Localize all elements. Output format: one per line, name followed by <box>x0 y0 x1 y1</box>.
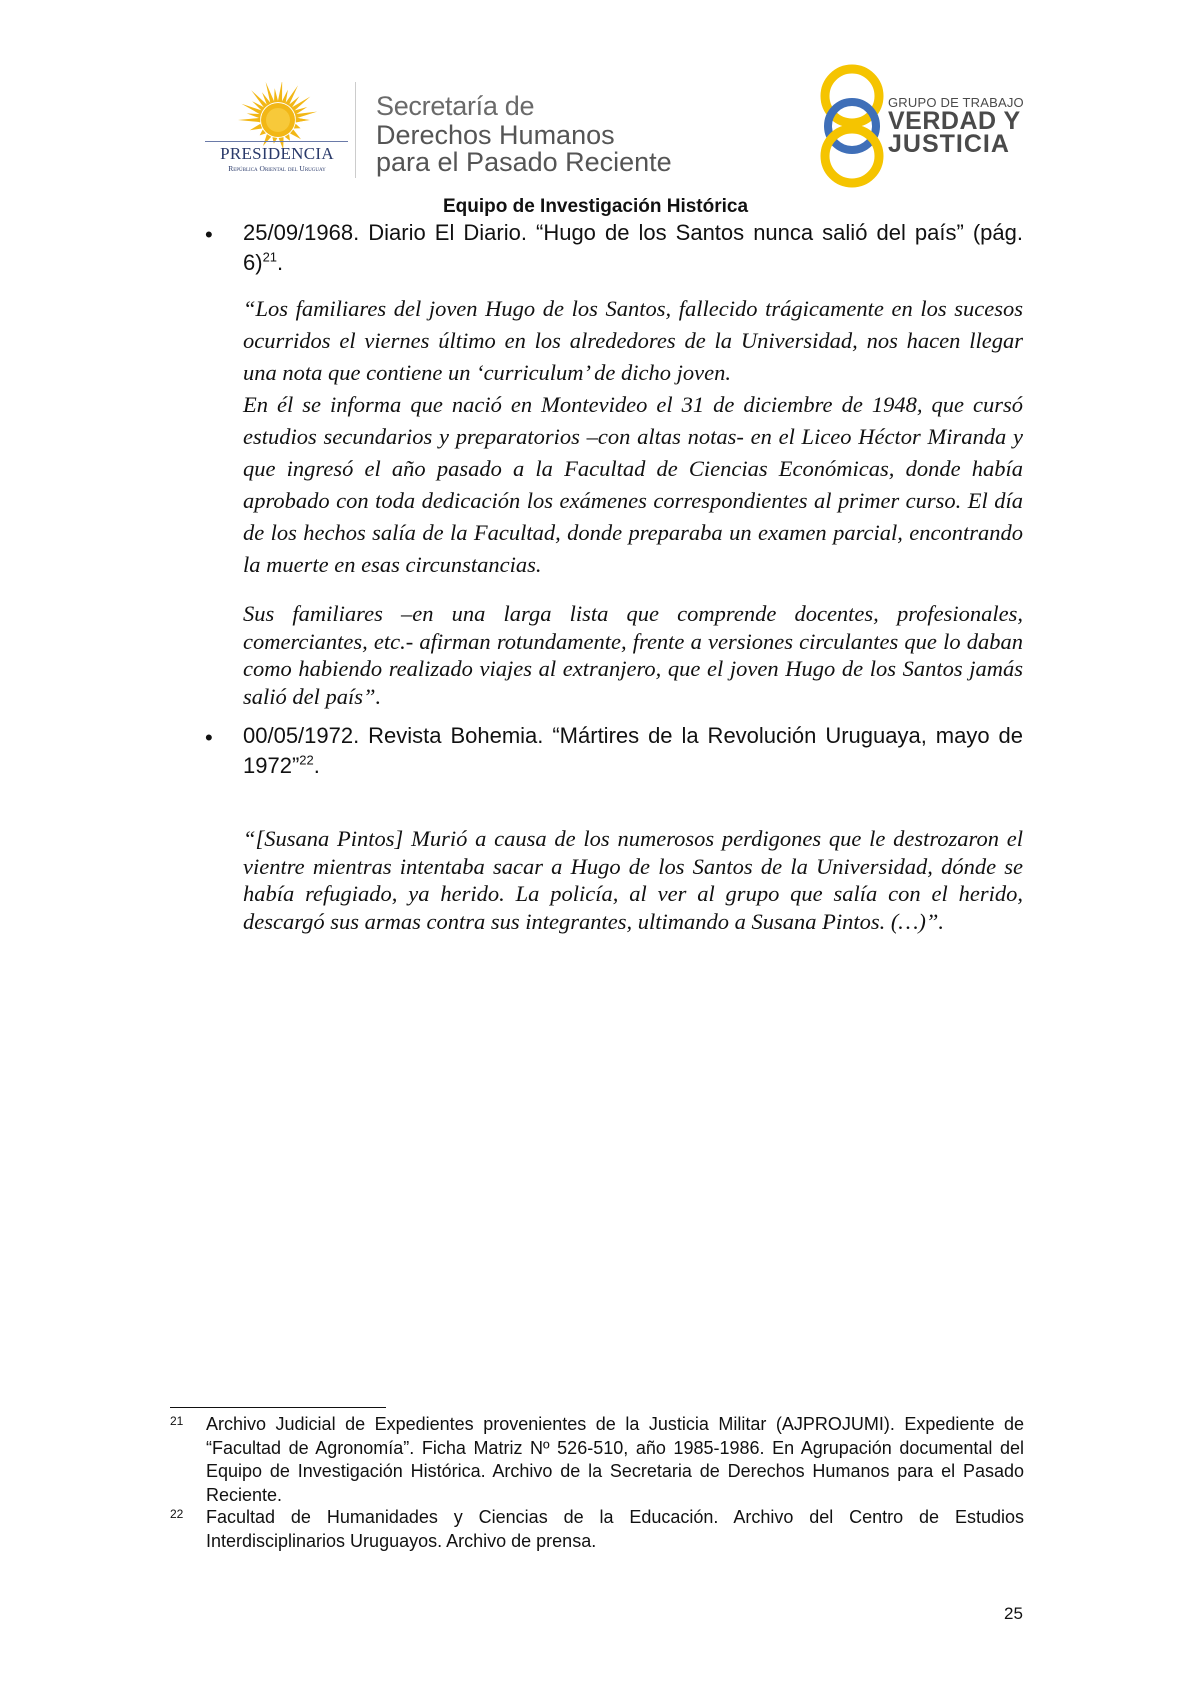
entry-heading-2-end: . <box>313 753 320 778</box>
secretaria-line-2: Derechos Humanos <box>376 120 615 150</box>
footnote-22-text: Facultad de Humanidades y Ciencias de la Educación. Archivo del Centro de Estudios Interdisciplinarios Uruguayos. Archivo de prensa. <box>206 1507 1024 1551</box>
page-number: 25 <box>1004 1604 1023 1623</box>
header-divider <box>355 82 356 178</box>
entry-heading-2-text: 00/05/1972. Revista Bohemia. “Mártires de la Revolución Uruguaya, mayo de 1972” <box>243 723 1023 778</box>
sun-ray <box>296 117 308 122</box>
entry-heading-1-text: 25/09/1968. Diario El Diario. “Hugo de los Santos nunca salió del país” (pág. 6) <box>243 220 1023 275</box>
sun-ray <box>295 112 317 119</box>
equipo-heading: Equipo de Investigación Histórica <box>442 196 749 217</box>
sun-ray <box>274 88 278 102</box>
footnote-21-number: 21 <box>170 1414 184 1428</box>
secretaria-line-1: Secretaría de <box>376 91 535 121</box>
verdad-justicia-rings-logo <box>812 62 892 190</box>
quote-3 <box>243 825 1023 935</box>
footnote-21-text: Archivo Judicial de Expedientes provenientes de la Justicia Militar (AJPROJUMI). Expediente de “Facultad de Agronomía”. Ficha Matriz Nº 526-510, año 1985-1986. En Agrupación documental del Equipo de Investigación Histórica. Archivo de la Secretaria de Derechos Humanos para el Pasado Reciente. <box>206 1414 1024 1505</box>
presidencia-rule <box>205 141 348 142</box>
quote-2-paragraph: Sus familiares –en una larga lista que comprende docentes, profesionales, comerciantes, etc.- afirman rotundamente, frente a versiones circulantes que lo daban como habiendo realizado viajes al extranjero, que el joven Hugo de los Santos jamás salió del país”. <box>243 601 1023 709</box>
grupo-justicia: JUSTICIA <box>888 130 1010 158</box>
grupo-label: GRUPO DE TRABAJO <box>888 95 1024 110</box>
presidencia-name: PRESIDENCIA <box>220 144 334 163</box>
quote-1-paragraph-2: En él se informa que nació en Montevideo el 31 de diciembre de 1948, que cursó estudios secundarios y preparatorios –con altas notas- en el Liceo Héctor Miranda y que ingresó el año pasado a la Facultad de Ciencias Económicas, donde había aprobado con toda dedicación los exámenes correspondientes al primer curso. El día de los hechos salía de la Facultad, donde preparaba un examen parcial, encontrando la muerte en esas circunstancias. <box>243 392 1023 577</box>
footnote-ref-22[interactable]: 22 <box>299 752 314 768</box>
secretaria-line-3: para el Pasado Reciente <box>376 147 672 177</box>
quote-2 <box>243 600 1023 710</box>
sun-ray <box>278 82 282 102</box>
footnote-ref-21[interactable]: 21 <box>262 249 278 265</box>
entry-heading-1-end: . <box>277 250 284 275</box>
bullet-2: • <box>205 725 213 750</box>
sun-ray <box>294 124 301 129</box>
footnote-22-number: 22 <box>170 1507 184 1521</box>
sun-ray <box>290 130 301 140</box>
grupo-verdad: VERDAD Y <box>888 107 1021 135</box>
quote-1-paragraph-1: “Los familiares del joven Hugo de los Santos, fallecido trágicamente en los sucesos ocurridos el viernes último en los alrededores de la Universidad, nos hacen llegar una nota que contiene un ‘curriculum’ de dicho joven. <box>243 296 1023 385</box>
footnote-separator <box>170 1407 386 1408</box>
presidencia-subtitle: República Oriental del Uruguay <box>228 164 326 173</box>
sun-ray <box>247 113 261 118</box>
bullet-1: • <box>205 222 213 247</box>
quote-3-paragraph: “[Susana Pintos] Murió a causa de los numerosos perdigones que le destrozaron el vientre mientras intentaba sacar a Hugo de los Santos de la Universidad, dónde se había refugiado, ya herido. La policía, al ver al grupo que salía con el herido, descargó sus armas contra sus integrantes, ultimando a Susana Pintos. (…)”. <box>243 826 1023 934</box>
sun-ray <box>250 124 262 131</box>
entry-heading-1 <box>243 218 1023 278</box>
quote-1 <box>243 293 1023 581</box>
sun-ray <box>285 85 298 105</box>
entry-heading-2 <box>243 721 1023 781</box>
